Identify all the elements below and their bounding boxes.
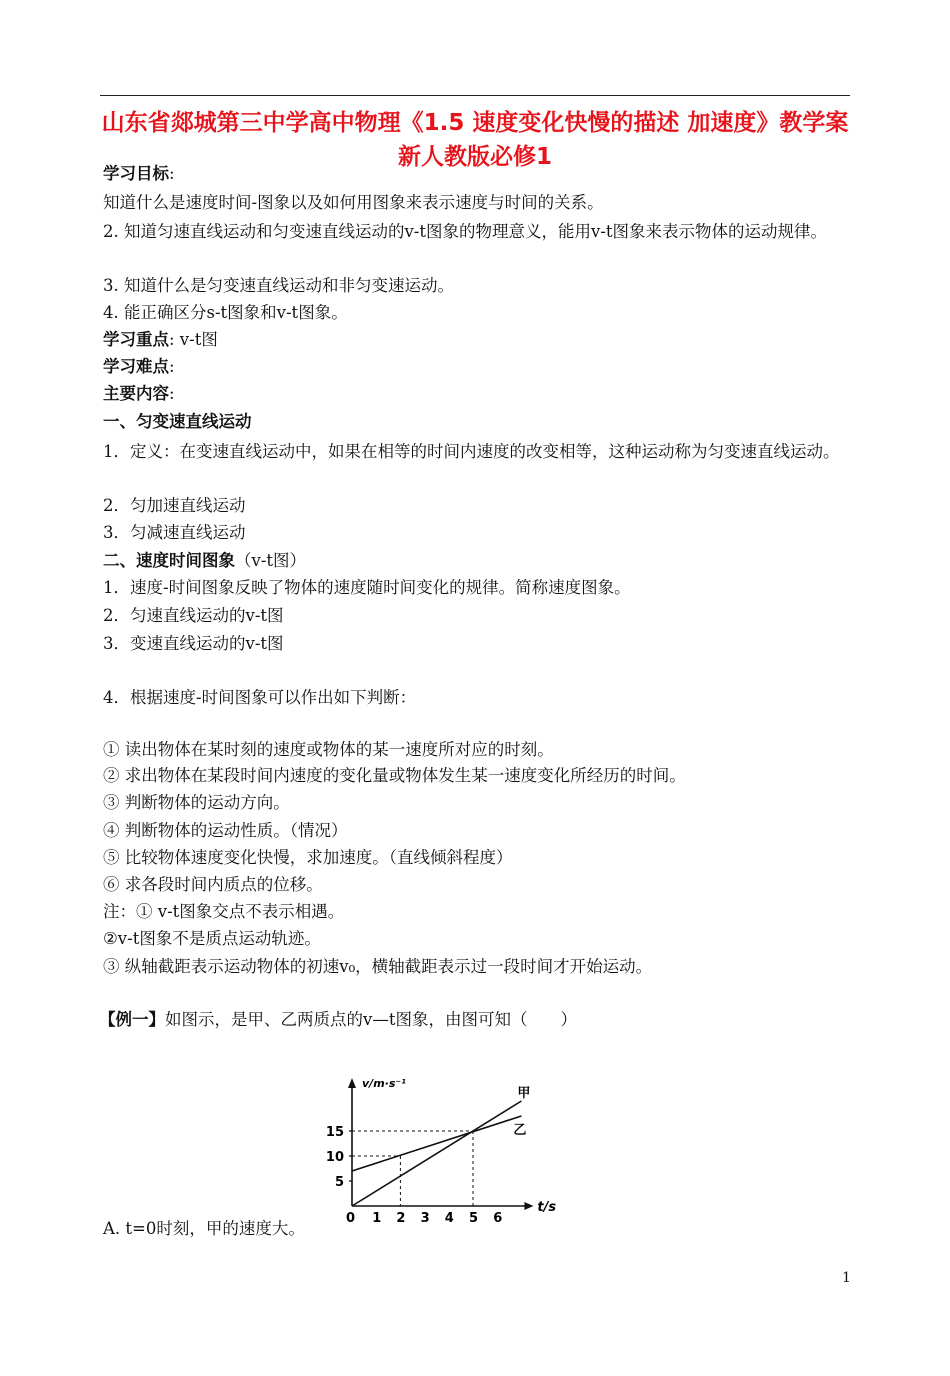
key-point: 学习重点: v-t图 xyxy=(103,330,218,349)
example-1: 【例一】如图示，是甲、乙两质点的v—t图象，由图可知（ ） xyxy=(99,1010,577,1029)
judgement-1: ① 读出物体在某时刻的速度或物体的某一速度所对应的时刻。 xyxy=(103,740,554,759)
series-line-2 xyxy=(352,1116,521,1171)
judgement-6: ⑥ 求各段时间内质点的位移。 xyxy=(103,875,323,894)
option-a: A. t=0时刻，甲的速度大。 xyxy=(103,1219,305,1238)
y-axis-arrow xyxy=(348,1078,356,1088)
header-rule xyxy=(100,95,850,96)
series-line-1 xyxy=(352,1101,521,1206)
x-tick-label: 2 xyxy=(396,1211,406,1226)
x-tick-label: 5 xyxy=(469,1211,479,1226)
goal-heading: 学习目标: xyxy=(103,164,175,183)
vt-graph xyxy=(325,1075,578,1235)
section-2-item-1: 1．速度-时间图象反映了物体的速度随时间变化的规律。简称速度图象。 xyxy=(103,578,631,597)
series-label-2: 乙 xyxy=(513,1123,527,1138)
page-number: 1 xyxy=(842,1270,851,1286)
x-tick-label: 0 xyxy=(346,1211,356,1226)
section-1-item-1: 1．定义：在变速直线运动中，如果在相等的时间内速度的改变相等，这种运动称为匀变速直线运动。 xyxy=(103,442,840,461)
y-axis-label: v/m·s⁻¹ xyxy=(362,1077,406,1090)
goal-3: 3. 知道什么是匀变速直线运动和非匀变速运动。 xyxy=(103,276,454,295)
y-tick-label: 15 xyxy=(325,1125,344,1140)
goal-4: 4. 能正确区分s-t图象和v-t图象。 xyxy=(103,303,348,322)
main-content: 主要内容: xyxy=(103,384,175,403)
series-label-1: 甲 xyxy=(517,1086,531,1101)
judgement-2: ② 求出物体在某段时间内速度的变化量或物体发生某一速度变化所经历的时间。 xyxy=(103,766,686,785)
section-1-item-2: 2．匀加速直线运动 xyxy=(103,496,246,515)
x-tick-label: 6 xyxy=(493,1211,503,1226)
goal-2: 2. 知道匀速直线运动和匀变速直线运动的v-t图象的物理意义，能用v-t图象来表示物体的运动规律。 xyxy=(103,222,828,241)
x-tick-label: 3 xyxy=(420,1211,430,1226)
section-2-item-3: 3．变速直线运动的v-t图 xyxy=(103,634,284,653)
section-2-item-2: 2．匀速直线运动的v-t图 xyxy=(103,606,284,625)
note-3: ③ 纵轴截距表示运动物体的初速v₀，横轴截距表示过一段时间才开始运动。 xyxy=(103,957,653,976)
x-axis-arrow xyxy=(524,1202,533,1210)
judgement-4: ④ 判断物体的运动性质。（情况） xyxy=(103,821,348,840)
judgement-5: ⑤ 比较物体速度变化快慢，求加速度。（直线倾斜程度） xyxy=(103,848,513,867)
x-axis-label: t/s xyxy=(537,1200,557,1215)
judgement-3: ③ 判断物体的运动方向。 xyxy=(103,793,290,812)
section-2-item-4: 4．根据速度-时间图象可以作出如下判断： xyxy=(103,688,417,707)
x-tick-label: 1 xyxy=(372,1211,382,1226)
section-2-heading: 二、速度时间图象（v-t图） xyxy=(103,551,307,570)
section-1-item-3: 3．匀减速直线运动 xyxy=(103,523,246,542)
note-2: ②v-t图象不是质点运动轨迹。 xyxy=(103,929,321,948)
goal-1: 知道什么是速度时间-图象以及如何用图象来表示速度与时间的关系。 xyxy=(103,193,604,212)
section-1-heading: 一、匀变速直线运动 xyxy=(103,412,252,431)
note-1: 注：① v-t图象交点不表示相遇。 xyxy=(103,902,345,921)
difficulty: 学习难点: xyxy=(103,357,175,376)
y-tick-label: 5 xyxy=(334,1175,344,1190)
y-tick-label: 10 xyxy=(325,1150,344,1165)
x-tick-label: 4 xyxy=(444,1211,454,1226)
document-title: 山东省郯城第三中学高中物理《1.5 速度变化快慢的描述 加速度》教学案 新人教版必修1 xyxy=(101,110,849,170)
